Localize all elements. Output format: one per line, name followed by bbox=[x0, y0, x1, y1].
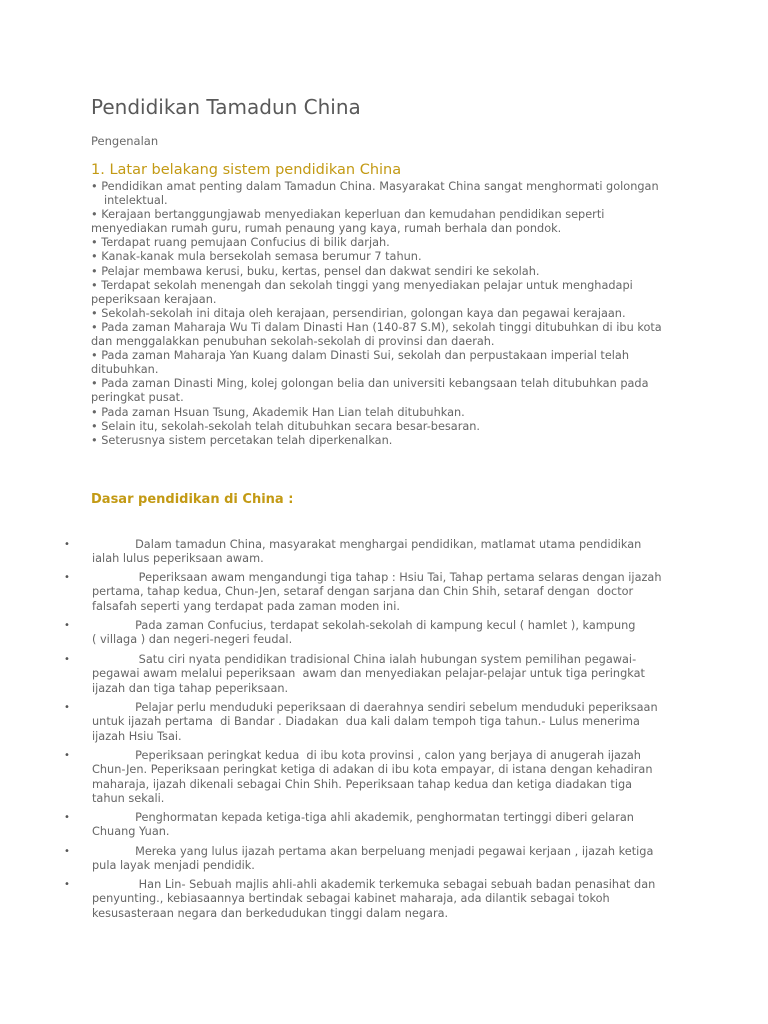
list-item-line: pula layak menjadi pendidik. bbox=[92, 859, 255, 873]
section-1-line: peringkat pusat. bbox=[91, 391, 184, 405]
list-item-line: Han Lin- Sebuah majlis ahli-ahli akademik terkemuka sebagai sebuah badan penasihat dan bbox=[92, 878, 656, 891]
list-item-text bbox=[92, 619, 682, 648]
section-1-line: • Terdapat sekolah menengah dan sekolah tinggi yang menyediakan pelajar untuk menghadapi bbox=[91, 278, 633, 292]
bullet-icon: • bbox=[64, 654, 70, 665]
section-1-line: • Pada zaman Maharaja Wu Ti dalam Dinasti Han (140-87 S.M), sekolah tinggi ditubuhkan di ibu kota bbox=[91, 320, 662, 334]
list-item-line: penyunting., kebiasaannya bertindak sebagai kabinet maharaja, ada dilantik sebagai tokoh bbox=[92, 892, 610, 906]
list-item-text bbox=[92, 845, 682, 874]
bullet-icon: • bbox=[64, 879, 70, 890]
section-1-line: • Pendidikan amat penting dalam Tamadun China. Masyarakat China sangat menghormati golongan bbox=[91, 180, 659, 193]
list-item-line: maharaja, ijazah dikenali sebagai Chin Shih. Peperiksaan tahap kedua dan ketiga diadakan tiga bbox=[92, 777, 633, 791]
list-item-line: Pada zaman Confucius, terdapat sekolah-sekolah di kampung kecul ( hamlet ), kampung bbox=[92, 619, 636, 632]
list-item-text bbox=[92, 811, 682, 840]
list-item-text bbox=[92, 701, 682, 744]
section-1-line: intelektual. bbox=[104, 194, 168, 208]
section-1-line: • Selain itu, sekolah-sekolah telah ditubuhkan secara besar-besaran. bbox=[91, 419, 481, 433]
list-item-line: ijazah Hsiu Tsai. bbox=[92, 729, 182, 743]
list-item-line: ( villaga ) dan negeri-negeri feudal. bbox=[92, 633, 293, 647]
list-item-line: ialah lulus peperiksaan awam. bbox=[92, 552, 264, 566]
list-item-line: untuk ijazah pertama di Bandar . Diadakan dua kali dalam tempoh tiga tahun.- Lulus menerima bbox=[92, 715, 640, 729]
list-item-text bbox=[92, 749, 682, 806]
section-1-line: • Sekolah-sekolah ini ditaja oleh kerajaan, persendirian, golongan kaya dan pegawai kerajaan. bbox=[91, 306, 626, 320]
bullet-icon: • bbox=[64, 812, 70, 823]
list-item-line: pegawai awam melalui peperiksaan awam dan menyediakan pelajar-pelajar untuk tiga peringkat bbox=[92, 667, 645, 681]
bullet-icon: • bbox=[64, 846, 70, 857]
list-item-line: tahun sekali. bbox=[92, 791, 165, 805]
list-item-line: Peperiksaan peringkat kedua di ibu kota provinsi , calon yang berjaya di anugerah ijazah bbox=[92, 749, 641, 762]
list-item-line: Pelajar perlu menduduki peperiksaan di daerahnya sendiri sebelum menduduki peperiksaan bbox=[92, 701, 658, 714]
section-1-list bbox=[91, 180, 681, 448]
list-item-line: Penghormatan kepada ketiga-tiga ahli akademik, penghormatan tertinggi diberi gelaran bbox=[92, 811, 634, 824]
list-item-line: Dalam tamadun China, masyarakat menghargai pendidikan, matlamat utama pendidikan bbox=[92, 538, 642, 551]
bullet-icon: • bbox=[64, 750, 70, 761]
list-item-line: ijazah dan tiga tahap peperiksaan. bbox=[92, 681, 289, 695]
list-item-line: Mereka yang lulus ijazah pertama akan berpeluang menjadi pegawai kerjaan , ijazah ketiga bbox=[92, 845, 654, 858]
section-1-line: • Pada zaman Dinasti Ming, kolej golongan belia dan universiti kebangsaan telah ditubuhkan pada bbox=[91, 377, 649, 391]
intro-label: Pengenalan bbox=[91, 134, 159, 148]
section-1-line: • Terdapat ruang pemujaan Confucius di bilik darjah. bbox=[91, 236, 390, 250]
bullet-icon: • bbox=[64, 539, 70, 550]
list-item-line: kesusasteraan negara dan berkedudukan tinggi dalam negara. bbox=[92, 906, 449, 920]
section-1-line: • Pelajar membawa kerusi, buku, kertas, pensel dan dakwat sendiri ke sekolah. bbox=[91, 264, 540, 278]
list-item-line: Chuang Yuan. bbox=[92, 825, 170, 839]
bullet-icon: • bbox=[64, 620, 70, 631]
section-1-line: ditubuhkan. bbox=[91, 363, 159, 377]
list-item-text bbox=[92, 538, 682, 567]
list-item-line: Peperiksaan awam mengandungi tiga tahap : Hsiu Tai, Tahap pertama selaras dengan ijazah bbox=[92, 571, 662, 584]
list-item-line: Satu ciri nyata pendidikan tradisional China ialah hubungan system pemilihan pegawai- bbox=[92, 653, 637, 666]
section-1-line: dan menggalakkan penubuhan sekolah-sekolah di provinsi dan daerah. bbox=[91, 335, 495, 349]
section-1-line: • Kanak-kanak mula bersekolah semasa berumur 7 tahun. bbox=[91, 250, 422, 264]
bullet-icon: • bbox=[64, 572, 70, 583]
page-title: Pendidikan Tamadun China bbox=[91, 95, 361, 119]
list-item-line: falsafah seperti yang terdapat pada zaman moden ini. bbox=[92, 599, 400, 613]
list-item-text bbox=[92, 878, 682, 921]
section-1-line: menyediakan rumah guru, rumah penaung yang kaya, rumah berhala dan pondok. bbox=[91, 222, 562, 236]
section-1-heading: 1. Latar belakang sistem pendidikan China bbox=[91, 162, 402, 178]
section-1-line: • Kerajaan bertanggungjawab menyediakan keperluan dan kemudahan pendidikan seperti bbox=[91, 208, 605, 222]
section-2-heading: Dasar pendidikan di China : bbox=[91, 492, 294, 507]
section-1-line: peperiksaan kerajaan. bbox=[91, 292, 217, 306]
list-item-text bbox=[92, 571, 682, 614]
section-1-line: • Seterusnya sistem percetakan telah diperkenalkan. bbox=[91, 433, 393, 447]
list-item-line: Chun-Jen. Peperiksaan peringkat ketiga di adakan di ibu kota empayar, di istana dengan kehadiran bbox=[92, 763, 653, 777]
section-1-line: • Pada zaman Maharaja Yan Kuang dalam Dinasti Sui, sekolah dan perpustakaan imperial telah bbox=[91, 349, 630, 363]
section-1-line: • Pada zaman Hsuan Tsung, Akademik Han Lian telah ditubuhkan. bbox=[91, 405, 465, 419]
bullet-icon: • bbox=[64, 702, 70, 713]
list-item-text bbox=[92, 653, 682, 696]
list-item-line: pertama, tahap kedua, Chun-Jen, setaraf dengan sarjana dan Chin Shih, setaraf dengan doctor bbox=[92, 585, 634, 599]
